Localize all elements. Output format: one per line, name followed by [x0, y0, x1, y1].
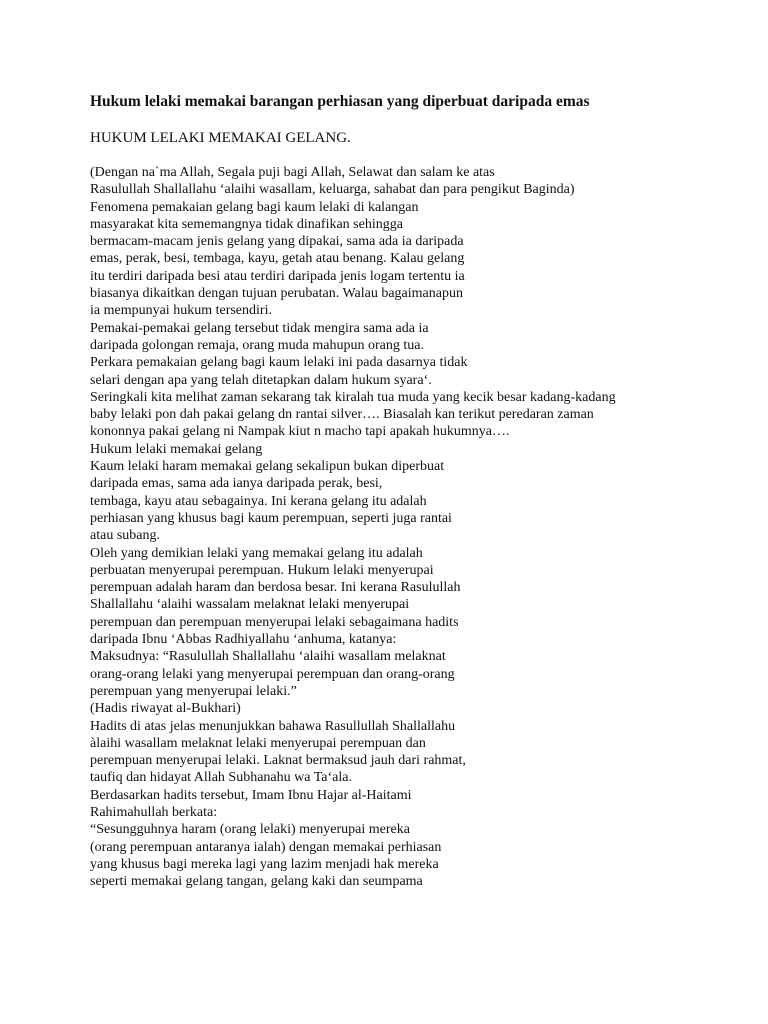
text-line: daripada golongan remaja, orang muda mahupun orang tua. [90, 337, 424, 353]
text-line: Berdasarkan hadits tersebut, Imam Ibnu Hajar al-Haitami [90, 787, 412, 803]
text-line: (Hadis riwayat al-Bukhari) [90, 701, 241, 717]
text-line: Rahimahullah berkata: [90, 804, 218, 820]
text-line: Rasulullah Shallallahu ‘alaihi wasallam, keluarga, sahabat dan para pengikut Baginda) [90, 182, 575, 198]
document-content [90, 92, 690, 890]
text-line: perempuan adalah haram dan berdosa besar. Ini kerana Rasulullah [90, 580, 461, 596]
text-line: Shallallahu ‘alaihi wassalam melaknat lelaki menyerupai [90, 597, 410, 613]
text-line: Hadits di atas jelas menunjukkan bahawa Rasullullah Shallallahu [90, 718, 456, 734]
text-line: Seringkali kita melihat zaman sekarang tak kiralah tua muda yang kecik besar kadang-kadang [90, 389, 616, 405]
text-line: Hukum lelaki memakai gelang [90, 441, 263, 457]
text-line: Perkara pemakaian gelang bagi kaum lelaki ini pada dasarnya tidak [90, 355, 468, 371]
text-line: baby lelaki pon dah pakai gelang dn rantai silver…. Biasalah kan terikut peredaran zaman [90, 407, 594, 423]
document-body [90, 164, 690, 890]
text-line: kononnya pakai gelang ni Nampak kiut n macho tapi apakah hukumnya…. [90, 424, 510, 440]
text-line: itu terdiri daripada besi atau terdiri daripada jenis logam tertentu ia [90, 268, 465, 284]
text-line: perempuan menyerupai lelaki. Laknat bermaksud jauh dari rahmat, [90, 753, 466, 769]
text-line: perempuan dan perempuan menyerupai lelaki sebagaimana hadits [90, 614, 459, 630]
text-line: orang-orang lelaki yang menyerupai perempuan dan orang-orang [90, 666, 455, 682]
text-line: Pemakai-pemakai gelang tersebut tidak mengira sama ada ia [90, 320, 429, 336]
text-line: Maksudnya: “Rasulullah Shallallahu ‘alaihi wasallam melaknat [90, 649, 446, 665]
text-line: perempuan yang menyerupai lelaki.” [90, 683, 297, 699]
text-line: (Dengan na`ma Allah, Segala puji bagi Allah, Selawat dan salam ke atas [90, 165, 495, 180]
text-line: seperti memakai gelang tangan, gelang kaki dan seumpama [90, 874, 423, 890]
text-line: tembaga, kayu atau sebagainya. Ini kerana gelang itu adalah [90, 493, 427, 509]
text-line: Oleh yang demikian lelaki yang memakai gelang itu adalah [90, 545, 423, 561]
text-line: biasanya dikaitkan dengan tujuan perubatan. Walau bagaimanapun [90, 286, 463, 302]
section-heading: HUKUM LELAKI MEMAKAI GELANG. [90, 130, 351, 146]
text-line: bermacam-macam jenis gelang yang dipakai, sama ada ia daripada [90, 234, 464, 250]
text-line: Kaum lelaki haram memakai gelang sekalipun bukan diperbuat [90, 459, 445, 475]
text-line: selari dengan apa yang telah ditetapkan dalam hukum syara‘. [90, 372, 432, 388]
text-line: perbuatan menyerupai perempuan. Hukum lelaki menyerupai [90, 562, 434, 578]
text-line: taufiq dan hidayat Allah Subhanahu wa Ta‘ala. [90, 770, 352, 786]
text-line: atau subang. [90, 528, 160, 544]
text-line: daripada emas, sama ada ianya daripada perak, besi, [90, 476, 383, 492]
text-line: emas, perak, besi, tembaga, kayu, getah atau benang. Kalau gelang [90, 251, 465, 267]
document-title: Hukum lelaki memakai barangan perhiasan yang diperbuat daripada emas [90, 93, 590, 110]
text-line: yang khusus bagi mereka lagi yang lazim menjadi hak mereka [90, 856, 439, 872]
text-line: àlaihi wasallam melaknat lelaki menyerupai perempuan dan [90, 735, 426, 751]
text-line: perhiasan yang khusus bagi kaum perempuan, seperti juga rantai [90, 510, 452, 526]
text-line: “Sesungguhnya haram (orang lelaki) menyerupai mereka [90, 822, 410, 838]
text-line: daripada Ibnu ‘Abbas Radhiyallahu ‘anhuma, katanya: [90, 632, 397, 648]
text-line: Fenomena pemakaian gelang bagi kaum lelaki di kalangan [90, 199, 419, 215]
text-line: (orang perempuan antaranya ialah) dengan memakai perhiasan [90, 839, 442, 855]
text-line: masyarakat kita sememangnya tidak dinafikan sehingga [90, 216, 403, 232]
text-line: ia mempunyai hukum tersendiri. [90, 303, 272, 319]
